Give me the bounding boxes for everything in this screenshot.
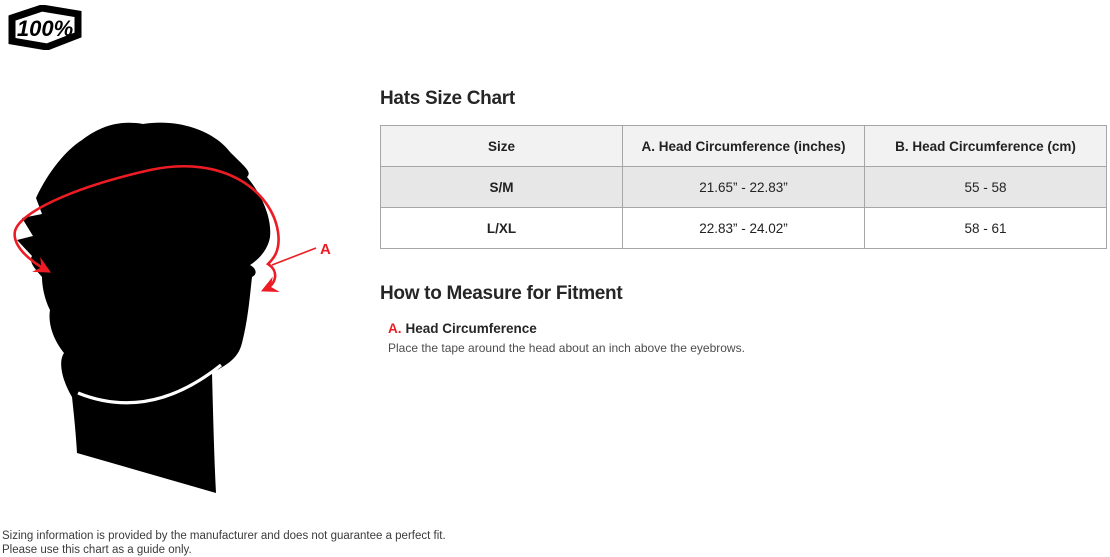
- head-silhouette: [17, 123, 270, 493]
- measure-item-description: Place the tape around the head about an inch above the eyebrows.: [388, 341, 745, 355]
- disclaimer-line-2: Please use this chart as a guide only.: [2, 544, 192, 556]
- head-silhouette-image: [0, 110, 350, 510]
- cell-size: S/M: [381, 167, 623, 208]
- cell-cm: 55 - 58: [865, 167, 1107, 208]
- how-to-measure-title: How to Measure for Fitment: [380, 283, 623, 304]
- measure-item-letter: A.: [388, 321, 402, 336]
- label-leader-line: [272, 248, 316, 265]
- figure-label-a: A: [320, 241, 331, 258]
- brand-logo-icon: [8, 5, 82, 50]
- table-row: [381, 167, 1107, 208]
- cell-inches: 22.83” - 24.02”: [623, 208, 865, 249]
- measure-item: [380, 321, 1107, 355]
- measure-item-name: Head Circumference: [405, 321, 537, 336]
- table-header-row: [381, 126, 1107, 167]
- measure-item-label: [388, 321, 1107, 336]
- column-header-cm: B. Head Circumference (cm): [865, 126, 1107, 167]
- cell-inches: 21.65” - 22.83”: [623, 167, 865, 208]
- sizing-disclaimer: [2, 529, 446, 557]
- column-header-inches: A. Head Circumference (inches): [623, 126, 865, 167]
- cell-size: L/XL: [381, 208, 623, 249]
- table-row: [381, 208, 1107, 249]
- size-chart-section: [380, 88, 1107, 355]
- disclaimer-line-1: Sizing information is provided by the manufacturer and does not guarantee a perfect fit.: [2, 530, 446, 542]
- page-title: Hats Size Chart: [380, 88, 515, 109]
- head-measurement-figure: [0, 110, 350, 510]
- column-header-size: Size: [381, 126, 623, 167]
- brand-logo: [8, 5, 82, 50]
- brand-logo-text: 100%: [16, 16, 74, 41]
- size-chart-table: [380, 125, 1107, 249]
- cell-cm: 58 - 61: [865, 208, 1107, 249]
